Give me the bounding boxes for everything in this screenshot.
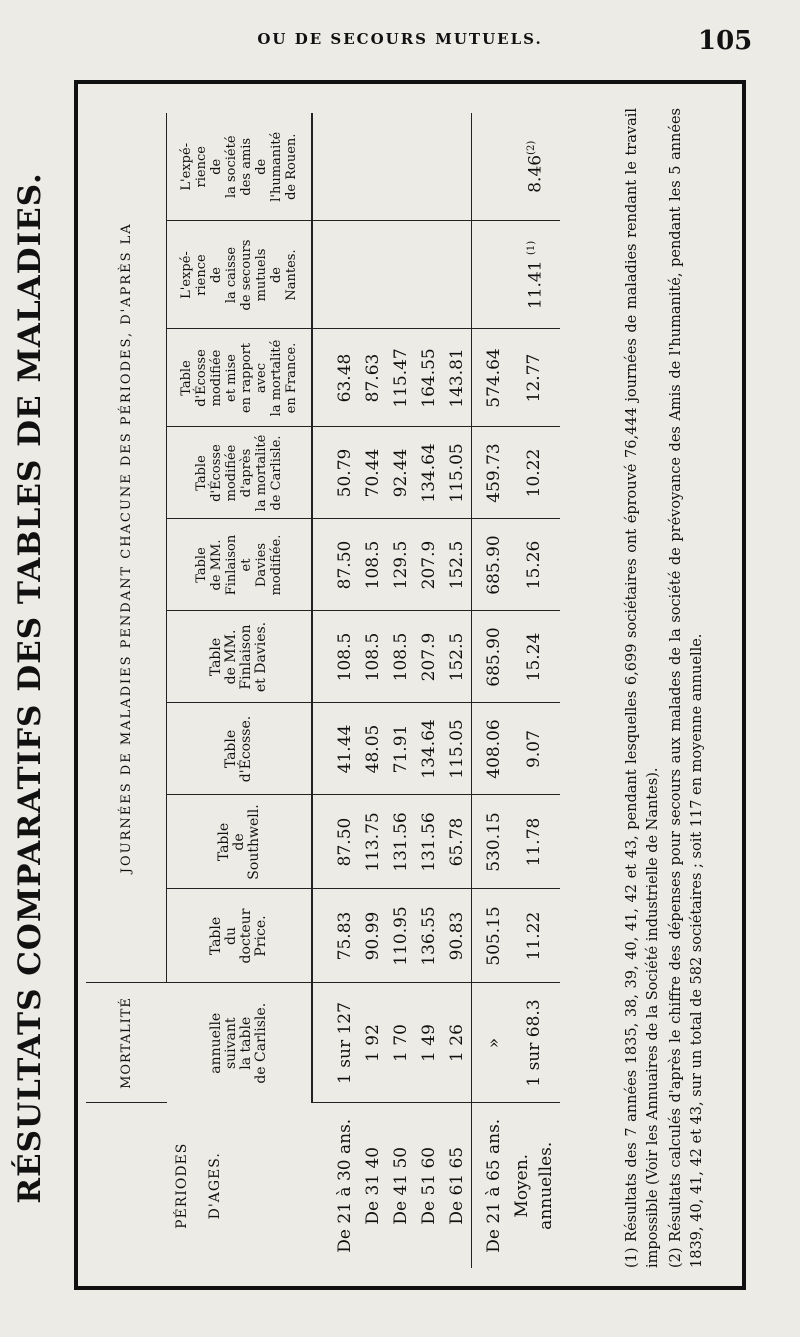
footnote-1: (1) Résultats des 7 années 1835, 38, 39, 40, 41, 42 et 43, pendant lesquelles 6,699 sociétaires ont éprouvé 76,444 journées de maladies rendant le travail impossible (Voir les Annuaires de la Société industrielle de Nantes).	[624, 108, 661, 1268]
journees-header: JOURNÉES DE MALADIES PENDANT CHACUNE DES PÉRIODES, D'APRÈS LA	[86, 113, 167, 983]
header-row-1	[86, 113, 167, 1268]
running-head: OU DE SECOURS MUTUELS.	[257, 30, 543, 48]
comparison-table	[86, 113, 560, 1268]
col-header-price: Table du docteur Price.	[167, 889, 313, 983]
col-header-finlaison-modifiee: Table de MM. Finlaison et Davies modifiée.	[167, 519, 313, 611]
col-header-rouen: L'expé- rience de la société des amis de l'humanité de Rouen.	[167, 113, 313, 221]
col-header-finlaison: Table de MM. Finlaison et Davies.	[167, 611, 313, 703]
table-row: De 31 40 1 92 90.99 113.75 48.05 108.5 108.5 70.44 87.63	[359, 113, 387, 1268]
footnote-2: (2) Résultats calculés d'après le chiffre des dépenses pour secours aux malades de la société de prévoyance des Amis de l'humanité, pendant les 5 années 1839, 40, 41, 42 et 43, sur un total de 582 sociétaires ; soit 117 en moyenne annuelle.	[668, 108, 705, 1268]
footnotes	[622, 108, 710, 1268]
table-row: De 61 65 1 26 90.83 65.78 115.05 152.5 152.5 115.05 143.81	[443, 113, 472, 1268]
col-header-southwell: Table de Southwell.	[167, 795, 313, 889]
mortalite-header: MORTALITÉ	[86, 983, 167, 1103]
table-title: RÉSULTATS COMPARATIFS DES TABLES DE MALADIES.	[12, 172, 48, 1204]
rotated-table-block	[12, 88, 744, 1288]
total-row: De 21 à 65 ans. » 505.15 530.15 408.06 685.90 685.90 459.73 574.64	[472, 113, 509, 1268]
mortalite-subheader: annuelle suivant la table de Carlisle.	[167, 983, 313, 1103]
col-header-nantes: L'expé- rience de la caisse de secours mutuels de Nantes.	[167, 221, 313, 329]
dages-label: D'AGES.	[207, 1152, 223, 1220]
periodes-header	[86, 1103, 312, 1268]
col-header-ecosse-france: Table d'Écosse modifiée et mise en rapport avec la mortalité en France.	[167, 329, 313, 427]
table-row: De 51 60 1 49 136.55 131.56 134.64 207.9 207.9 134.64 164.55	[415, 113, 443, 1268]
page-number: 105	[698, 26, 753, 56]
header-row-2	[167, 113, 313, 1268]
table-row: De 41 50 1 70 110.95 131.56 71.91 108.5 129.5 92.44 115.47	[387, 113, 415, 1268]
average-row: Moyen. annuelles. 1 sur 68.3 11.22 11.78 9.07 15.24 15.26 10.22 12.77 11.41 $^{(1)}$ 8.46$^{(2)}$	[508, 113, 560, 1268]
col-header-ecosse: Table d'Écosse.	[167, 703, 313, 795]
col-header-ecosse-carlisle: Table d'Écosse modifiée d'après la mortalité de Carlisle.	[167, 427, 313, 519]
table-row: De 21 à 30 ans. 1 sur 127 75.83 87.50 41.44 108.5 87.50 50.79 63.48	[331, 113, 359, 1268]
periodes-label: PÉRIODES	[174, 1142, 190, 1229]
